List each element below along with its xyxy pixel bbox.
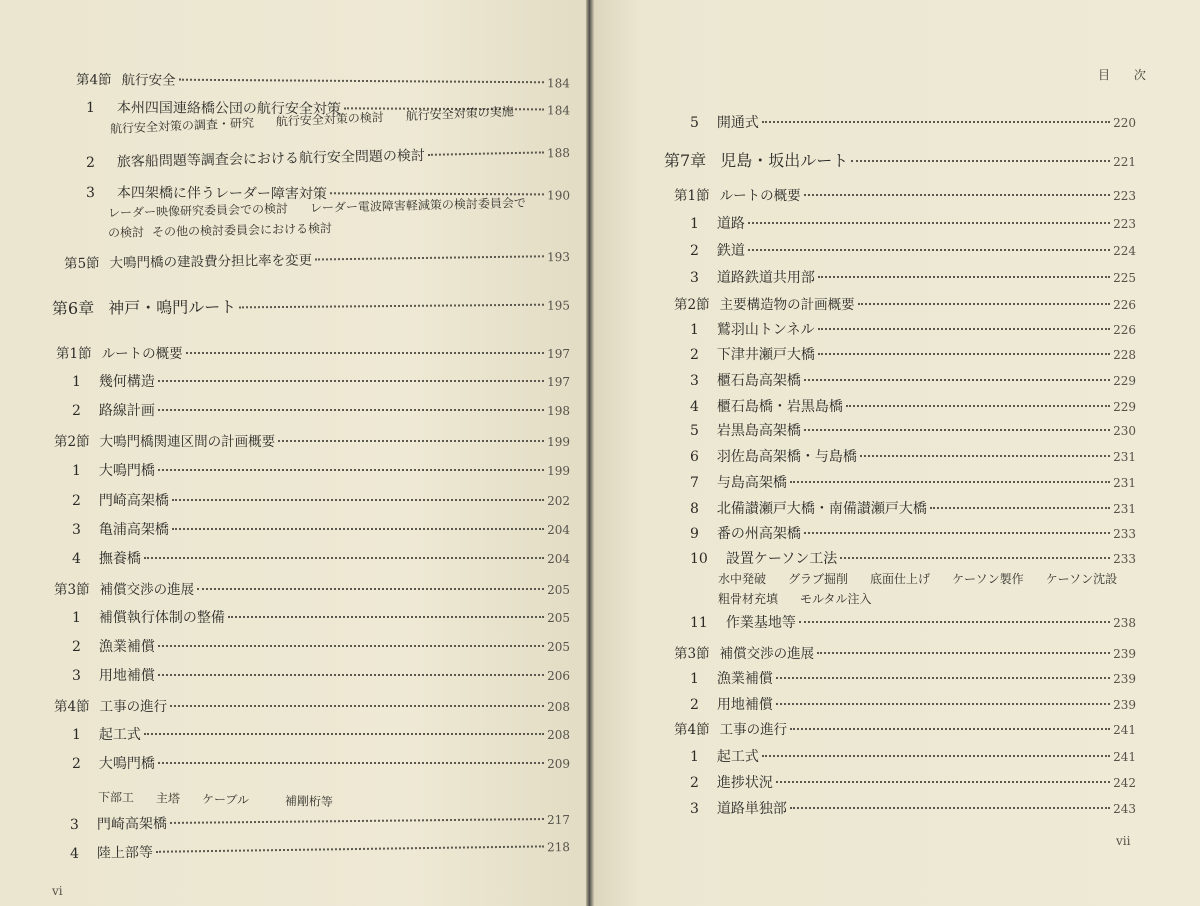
- entry-title: 補償交渉の進展: [99, 582, 195, 598]
- toc-entry[interactable]: [70, 836, 570, 863]
- subitem: 底面仕上げ: [870, 572, 931, 586]
- entry-number: 4: [69, 845, 80, 862]
- dot-leader: [315, 255, 544, 260]
- entry-page: 242: [1113, 776, 1136, 790]
- toc-entry[interactable]: [72, 371, 570, 391]
- entry-number: 2: [690, 775, 699, 791]
- dot-leader: [179, 79, 545, 84]
- entry-number: 3: [72, 668, 81, 684]
- subitem: ケーブル: [201, 792, 250, 808]
- entry-number: 11: [690, 615, 708, 631]
- entry-title: 門崎高架橋: [96, 815, 168, 833]
- entry-page: 238: [1113, 616, 1136, 630]
- entry-number: 5: [690, 423, 699, 439]
- entry-title: 工事の進行: [719, 722, 788, 738]
- entry-number: 1: [690, 216, 699, 232]
- dot-leader: [428, 151, 544, 155]
- dot-leader: [158, 762, 544, 764]
- dot-leader: [930, 507, 1110, 509]
- entry-page: 241: [1113, 750, 1136, 764]
- toc-entry[interactable]: [86, 142, 570, 172]
- dot-leader: [790, 807, 1110, 809]
- dot-leader: [158, 380, 544, 382]
- toc-entry[interactable]: [54, 578, 570, 598]
- subitem: レーダー電波障害軽減策の検討委員会で: [309, 195, 527, 216]
- toc-entry[interactable]: [690, 420, 1136, 440]
- toc-entry[interactable]: [690, 498, 1136, 518]
- entry-title: 道路鉄道共用部: [716, 270, 815, 286]
- entry-title: 与島高架橋: [716, 475, 787, 491]
- dot-leader: [817, 652, 1110, 654]
- toc-entry[interactable]: [54, 695, 570, 715]
- toc-entry[interactable]: [72, 490, 570, 510]
- entry-title: 本州四国連絡橋公団の航行安全対策: [116, 100, 341, 118]
- entry-title: 陸上部等: [96, 844, 154, 862]
- entry-title: 開通式: [716, 115, 759, 131]
- entry-title: 補償執行体制の整備: [98, 610, 225, 626]
- toc-entry[interactable]: [72, 636, 570, 656]
- dot-leader: [846, 405, 1110, 407]
- entry-number: 2: [690, 243, 699, 259]
- entry-page: 184: [547, 76, 571, 91]
- entry-title: 亀浦高架橋: [98, 522, 169, 538]
- entry-page: 195: [547, 298, 571, 313]
- entry-page: 205: [547, 583, 570, 597]
- left-page: [0, 0, 586, 906]
- entry-number: 9: [690, 526, 699, 542]
- subitem: 粗骨材充填: [718, 592, 779, 606]
- entry-title: 起工式: [98, 727, 141, 743]
- subitem: の検討: [107, 225, 145, 240]
- entry-page: 202: [547, 494, 570, 508]
- entry-page: 231: [1113, 450, 1136, 464]
- entry-title: 主要構造物の計画概要: [719, 297, 855, 313]
- dot-leader: [776, 781, 1110, 783]
- entry-page: 204: [547, 523, 570, 537]
- subitem: 航行安全対策の検討: [275, 110, 385, 129]
- entry-page: 239: [1113, 647, 1136, 661]
- entry-page: 206: [547, 669, 570, 683]
- entry-title: 作業基地等: [725, 615, 796, 631]
- entry-page: 224: [1113, 244, 1136, 258]
- dot-leader: [799, 621, 1110, 623]
- subitem: 航行安全対策の調査・研究: [109, 115, 255, 136]
- toc-entry[interactable]: [72, 724, 570, 744]
- dot-leader: [158, 409, 544, 411]
- toc-entry[interactable]: [72, 665, 570, 685]
- entry-title: 下津井瀬戸大橋: [716, 347, 815, 363]
- entry-page: 208: [547, 700, 570, 714]
- dot-leader: [278, 440, 544, 442]
- toc-entry[interactable]: [690, 612, 1136, 632]
- toc-entry[interactable]: [690, 319, 1136, 339]
- entry-title: 櫃石島橋・岩黒島橋: [716, 399, 843, 415]
- entry-page: 188: [546, 145, 571, 161]
- entry-page: 233: [1113, 552, 1136, 566]
- entry-number: 第3節: [674, 646, 710, 662]
- dot-leader: [748, 249, 1110, 251]
- entry-number: 第7章: [664, 151, 707, 170]
- entry-page: 233: [1113, 527, 1136, 541]
- entry-page: 197: [547, 347, 570, 361]
- entry-page: 239: [1113, 698, 1136, 712]
- entry-page: 199: [547, 464, 570, 478]
- entry-page: 218: [546, 840, 571, 855]
- toc-entry[interactable]: [690, 446, 1136, 466]
- entry-page: 208: [547, 728, 570, 742]
- entry-number: 第4節: [75, 72, 112, 89]
- book-gutter: [586, 0, 594, 906]
- subitem-line: [718, 570, 1139, 587]
- entry-number: 4: [690, 399, 699, 415]
- entry-title: 大鳴門橋: [98, 463, 155, 479]
- toc-entry[interactable]: [690, 213, 1136, 233]
- subitem: グラブ掘削: [788, 572, 849, 586]
- entry-number: 第1節: [56, 346, 92, 362]
- entry-number: 1: [72, 610, 81, 626]
- toc-entry[interactable]: [54, 430, 570, 450]
- entry-page: 220: [1113, 116, 1136, 130]
- entry-number: 2: [690, 347, 699, 363]
- toc-entry[interactable]: [72, 548, 570, 568]
- toc-entry[interactable]: [56, 342, 570, 362]
- entry-number: 1: [690, 671, 699, 687]
- subitem: ケーソン製作: [952, 572, 1024, 586]
- entry-number: 3: [72, 522, 81, 538]
- dot-leader: [158, 674, 544, 676]
- dot-leader: [158, 645, 544, 647]
- toc-entry[interactable]: [76, 68, 570, 91]
- entry-title: 補償交渉の進展: [719, 646, 815, 662]
- toc-entry[interactable]: [690, 344, 1136, 364]
- entry-title: 大鳴門橋: [98, 756, 155, 772]
- entry-number: 1: [690, 322, 699, 338]
- entry-page: 193: [546, 249, 571, 265]
- entry-page: 229: [1113, 400, 1136, 414]
- entry-number: 第3節: [54, 582, 90, 598]
- toc-entry[interactable]: [72, 607, 570, 627]
- entry-page: 239: [1113, 672, 1136, 686]
- entry-number: 第5節: [63, 255, 100, 272]
- entry-title: 用地補償: [98, 668, 155, 684]
- entry-number: 3: [85, 185, 95, 202]
- toc-entry[interactable]: [690, 396, 1136, 416]
- dot-leader: [818, 353, 1110, 355]
- entry-page: 205: [547, 611, 570, 625]
- entry-page: 184: [547, 103, 571, 118]
- subitem-line: [108, 219, 354, 241]
- subitem: 下部工: [97, 790, 135, 805]
- dot-leader: [172, 499, 544, 501]
- entry-title: 鉄道: [716, 243, 745, 259]
- entry-title: 設置ケーソン工法: [725, 551, 838, 567]
- dot-leader: [804, 429, 1110, 431]
- toc-chapter[interactable]: [664, 148, 1136, 171]
- toc-entry[interactable]: [690, 267, 1136, 287]
- entry-page: 223: [1113, 189, 1136, 203]
- entry-title: 神戸・鳴門ルート: [108, 297, 237, 318]
- subitem-line: [98, 788, 355, 810]
- dot-leader: [158, 469, 544, 471]
- dot-leader: [851, 160, 1110, 162]
- dot-leader: [804, 194, 1111, 196]
- entry-title: 番の州高架橋: [716, 526, 801, 542]
- dot-leader: [804, 379, 1110, 381]
- toc-entry[interactable]: [72, 400, 570, 420]
- running-header: 目 次: [1098, 68, 1156, 82]
- subitem: レーダー映像研究委員会での検討: [107, 201, 289, 220]
- dot-leader: [170, 705, 544, 707]
- entry-page: 226: [1113, 298, 1136, 312]
- entry-title: 撫養橋: [98, 551, 141, 567]
- entry-title: 北備讃瀬戸大橋・南備讃瀬戸大橋: [716, 501, 927, 517]
- toc-entry[interactable]: [674, 184, 1136, 204]
- entry-page: 190: [547, 188, 571, 203]
- entry-page: 199: [547, 435, 570, 449]
- entry-page: 231: [1113, 476, 1136, 490]
- dot-leader: [228, 616, 544, 618]
- toc-entry[interactable]: [72, 519, 570, 539]
- toc-entry[interactable]: [690, 370, 1136, 390]
- entry-number: 第4節: [54, 699, 90, 715]
- entry-number: 1: [72, 463, 81, 479]
- entry-page: 243: [1113, 802, 1136, 816]
- entry-page: 223: [1113, 217, 1136, 231]
- dot-leader: [858, 303, 1111, 305]
- toc-entry[interactable]: [690, 668, 1136, 688]
- toc-entry[interactable]: [72, 460, 570, 480]
- entry-title: 鷲羽山トンネル: [716, 322, 815, 338]
- toc-entry[interactable]: [690, 694, 1136, 714]
- entry-page: 217: [547, 812, 571, 828]
- dot-leader: [172, 528, 544, 530]
- entry-number: 1: [85, 100, 95, 117]
- toc-entry[interactable]: [690, 472, 1136, 492]
- entry-page: 204: [547, 552, 570, 566]
- entry-number: 4: [72, 551, 81, 567]
- subitem: モルタル注入: [800, 592, 872, 606]
- dot-leader: [144, 733, 544, 735]
- entry-number: 7: [690, 475, 699, 491]
- entry-number: 第6章: [51, 298, 95, 318]
- entry-number: 2: [72, 493, 81, 509]
- dot-leader: [818, 276, 1110, 278]
- entry-page: 225: [1113, 271, 1136, 285]
- toc-entry[interactable]: [690, 548, 1136, 568]
- entry-number: 1: [690, 749, 699, 765]
- dot-leader: [156, 845, 544, 852]
- entry-page: 205: [547, 640, 570, 654]
- entry-number: 2: [85, 154, 96, 171]
- entry-title: 道路単独部: [716, 801, 787, 817]
- dot-leader: [186, 352, 545, 354]
- entry-title: ルートの概要: [101, 346, 183, 362]
- entry-title: 進捗状況: [716, 775, 773, 791]
- dot-leader: [762, 755, 1110, 757]
- entry-title: 旅客船問題等調査会における航行安全問題の検討: [116, 147, 426, 171]
- toc-entry[interactable]: [674, 718, 1136, 738]
- entry-page: 229: [1113, 374, 1136, 388]
- dot-leader: [748, 222, 1110, 224]
- dot-leader: [144, 557, 544, 559]
- toc-entry[interactable]: [690, 240, 1136, 260]
- entry-title: 工事の進行: [99, 699, 168, 715]
- toc-entry[interactable]: [690, 772, 1136, 792]
- entry-number: 8: [690, 501, 699, 517]
- entry-title: 櫃石島高架橋: [716, 373, 801, 389]
- entry-number: 2: [690, 697, 699, 713]
- dot-leader: [804, 532, 1110, 534]
- entry-page: 228: [1113, 348, 1136, 362]
- entry-number: 第1節: [674, 188, 710, 204]
- toc-entry[interactable]: [690, 523, 1136, 543]
- entry-number: 6: [690, 449, 699, 465]
- entry-page: 226: [1113, 323, 1136, 337]
- entry-title: 門崎高架橋: [98, 493, 169, 509]
- dot-leader: [840, 557, 1110, 559]
- entry-title: 羽佐島高架橋・与島橋: [716, 449, 857, 465]
- toc-entry[interactable]: [70, 809, 570, 834]
- entry-page: 221: [1113, 155, 1136, 169]
- entry-number: 第2節: [674, 297, 710, 313]
- entry-number: 3: [690, 270, 699, 286]
- entry-title: 幾何構造: [98, 374, 155, 390]
- entry-number: 2: [72, 403, 81, 419]
- entry-title: ルートの概要: [719, 188, 801, 204]
- subitem: 水中発破: [718, 572, 767, 586]
- entry-number: 第4節: [674, 722, 710, 738]
- toc-entry[interactable]: [674, 293, 1136, 313]
- dot-leader: [762, 121, 1110, 123]
- entry-number: 3: [690, 801, 699, 817]
- dot-leader: [818, 328, 1111, 330]
- dot-leader: [776, 703, 1110, 705]
- right-page: [594, 0, 1200, 906]
- dot-leader: [197, 588, 544, 590]
- page-number: vi: [52, 884, 63, 898]
- toc-entry[interactable]: [690, 746, 1136, 766]
- toc-chapter[interactable]: [52, 291, 570, 319]
- entry-number: 2: [72, 756, 81, 772]
- entry-number: 10: [690, 551, 708, 567]
- dot-leader: [860, 455, 1110, 457]
- dot-leader: [790, 728, 1110, 730]
- toc-entry[interactable]: [64, 245, 570, 272]
- dot-leader: [170, 818, 544, 824]
- entry-page: 198: [547, 404, 570, 418]
- subitem: 航行安全対策の実施: [405, 104, 514, 124]
- entry-title: 用地補償: [716, 697, 773, 713]
- entry-page: 230: [1113, 424, 1136, 438]
- entry-page: 197: [547, 375, 570, 389]
- entry-title: 路線計画: [98, 403, 155, 419]
- entry-title: 航行安全: [121, 72, 176, 89]
- entry-page: 241: [1113, 723, 1136, 737]
- dot-leader: [239, 304, 544, 309]
- entry-title: 岩黒島高架橋: [716, 423, 801, 439]
- entry-number: 第2節: [54, 434, 90, 450]
- entry-number: 1: [72, 727, 81, 743]
- entry-page: 209: [547, 757, 570, 771]
- entry-title: 道路: [716, 216, 745, 232]
- subitem: その他の検討委員会における検討: [151, 221, 333, 240]
- entry-title: 児島・坂出ルート: [720, 151, 849, 170]
- entry-title: 起工式: [716, 749, 759, 765]
- subitem: 主塔: [155, 791, 181, 806]
- entry-title: 本四架橋に伴うレーダー障害対策: [116, 185, 327, 203]
- toc-entry[interactable]: [72, 753, 570, 773]
- entry-page: 231: [1113, 502, 1136, 516]
- entry-title: 漁業補償: [98, 639, 155, 655]
- entry-number: 3: [690, 373, 699, 389]
- entry-title: 漁業補償: [716, 671, 773, 687]
- entry-number: 1: [72, 374, 81, 390]
- entry-number: 3: [69, 816, 80, 833]
- subitem-line: [718, 590, 894, 607]
- toc-entry[interactable]: [674, 642, 1136, 662]
- subitem: 補剛桁等: [284, 793, 334, 809]
- entry-number: 5: [690, 115, 699, 131]
- dot-leader: [776, 677, 1110, 679]
- dot-leader: [790, 481, 1110, 483]
- entry-number: 2: [72, 639, 81, 655]
- toc-entry[interactable]: [690, 112, 1136, 132]
- subitem: ケーソン沈設: [1045, 572, 1118, 586]
- toc-entry[interactable]: [690, 798, 1136, 818]
- page-number: vii: [1116, 834, 1131, 848]
- entry-title: 大鳴門橋関連区間の計画概要: [99, 434, 276, 450]
- entry-title: 大鳴門橋の建設費分担比率を変更: [109, 252, 313, 272]
